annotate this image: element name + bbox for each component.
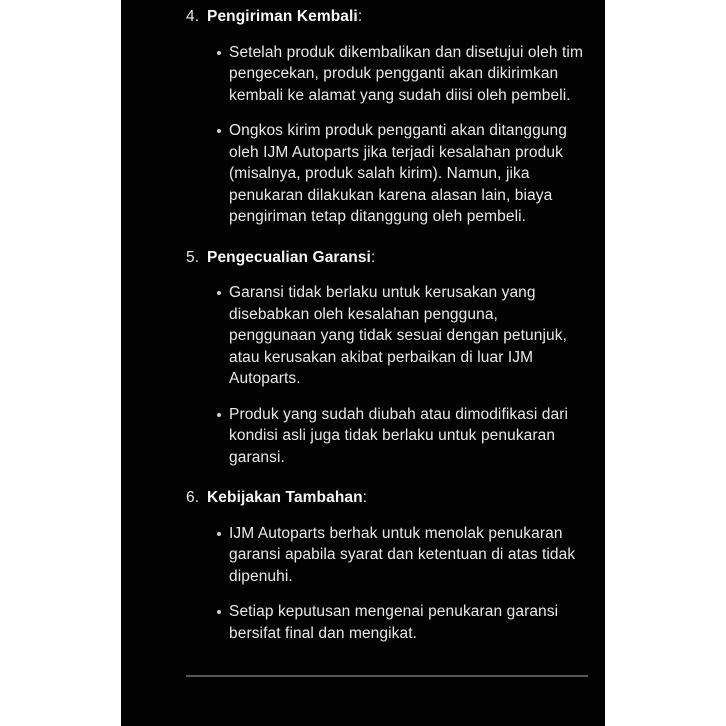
policy-document-panel bbox=[121, 0, 605, 726]
section-heading-pengiriman-kembali bbox=[186, 6, 588, 28]
bullet-icon bbox=[217, 413, 221, 417]
bullet-icon bbox=[217, 51, 221, 55]
list-item-text: Produk yang sudah diubah atau dimodifikasi dari kondisi asli juga tidak berlaku untuk penukaran garansi. bbox=[229, 405, 569, 466]
list-item-text: Setiap keputusan mengenai penukaran garansi bersifat final dan mengikat. bbox=[229, 603, 559, 642]
horizontal-divider bbox=[186, 675, 588, 677]
list-item bbox=[186, 404, 588, 469]
section-title: Pengecualian Garansi bbox=[207, 248, 371, 266]
bullet-icon bbox=[217, 129, 221, 133]
section-number: 4. bbox=[186, 8, 200, 25]
section-heading-kebijakan-tambahan bbox=[186, 487, 588, 509]
section-title-colon: : bbox=[370, 248, 376, 266]
section-title-colon: : bbox=[357, 8, 363, 25]
list-item bbox=[186, 42, 588, 107]
list-item-text: Garansi tidak berlaku untuk kerusakan yang disebabkan oleh kesalahan pengguna, penggunaan yang tidak sesuai dengan petunjuk, atau kerusakan akibat perbaikan di luar IJM Autoparts. bbox=[229, 284, 568, 387]
section-title: Kebijakan Tambahan bbox=[207, 489, 363, 506]
list-item-text: Setelah produk dikembalikan dan disetujui oleh tim pengecekan, produk pengganti akan dikirimkan kembali ke alamat yang sudah diisi oleh pembeli. bbox=[229, 43, 583, 104]
section-number: 6. bbox=[186, 489, 200, 506]
list-item bbox=[186, 282, 588, 390]
bullet-icon bbox=[217, 610, 221, 614]
bullet-icon bbox=[217, 532, 221, 536]
list-item-text: IJM Autoparts berhak untuk menolak penukaran garansi apabila syarat dan ketentuan di atas tidak dipenuhi. bbox=[229, 524, 576, 585]
list-item-text: Ongkos kirim produk pengganti akan ditanggung oleh IJM Autoparts jika terjadi kesalahan produk (misalnya, produk salah kirim). Namun, jika penukaran dilakukan karena alasan lain, biaya pengiriman tetap ditanggung oleh pembeli. bbox=[229, 122, 567, 225]
section-title: Pengiriman Kembali bbox=[207, 8, 358, 25]
list-item bbox=[186, 523, 588, 588]
list-item bbox=[186, 601, 588, 644]
list-item bbox=[186, 120, 588, 228]
policy-document-content bbox=[121, 0, 605, 677]
bullet-icon bbox=[217, 291, 221, 295]
section-title-colon: : bbox=[362, 489, 368, 506]
section-number: 5. bbox=[186, 248, 200, 266]
section-heading-pengecualian-garansi bbox=[186, 247, 588, 269]
